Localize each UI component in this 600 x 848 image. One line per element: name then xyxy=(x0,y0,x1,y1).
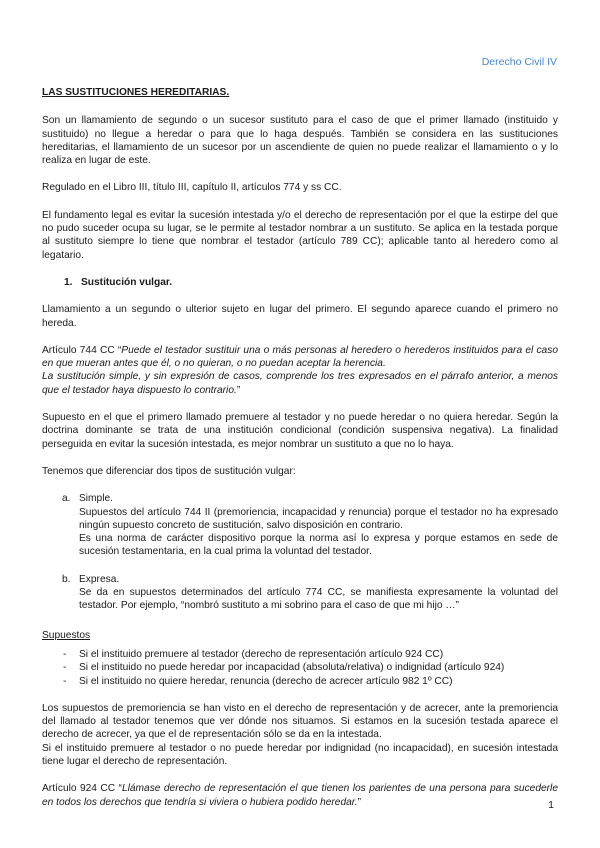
paragraph-premoriencia-block xyxy=(42,702,558,768)
list-dash: - xyxy=(63,648,67,660)
list-dash: - xyxy=(63,662,67,674)
list-item xyxy=(42,675,558,688)
paragraph-definition: Son un llamamiento de segundo o un sucesor sustituto para el caso de que el primer llamado (instituido y sustituido) no llegue a heredar o para que lo haga después. También se considera en las sustituciones hereditarias, el llamamiento de un sucesor por un ascendiente de quien no puede realizar el llamamiento o y lo realiza en lugar de este. xyxy=(42,115,558,167)
section-title: Sustitución vulgar. xyxy=(81,276,173,288)
paragraph-foundation: El fundamento legal es evitar la sucesión intestada y/o el derecho de representación por el que la estirpe del que no pudo suceder ocupa su lugar, se le permite al testador nombrar a un sustituto. Se aplica en la testada porque al sustituto siempre lo tiene que nombrar el testador (artículo 789 CC); aplicable tanto al heredero como al legatario. xyxy=(42,209,558,261)
supuestos-list xyxy=(42,648,558,688)
section-number: 1. xyxy=(64,276,73,288)
paragraph-regulation: Regulado en el Libro III, título III, capítulo II, artículos 774 y ss CC. xyxy=(42,182,342,194)
list-item xyxy=(42,648,558,661)
list-item-text: Si el instituido no puede heredar por incapacidad (absoluta/relativa) o indignidad (artículo 924) xyxy=(79,662,505,674)
type-name: Simple. xyxy=(79,493,113,505)
list-dash: - xyxy=(63,675,67,687)
section-heading-vulgar xyxy=(64,276,558,289)
page-number: 1 xyxy=(548,799,554,811)
quote-article-744 xyxy=(42,344,558,397)
quote-text: Puede el testador sustituir una o más personas al heredero o herederos instituidos para el caso en que mueran antes que él, o no quieran, o no puedan aceptar la herencia. xyxy=(42,344,558,370)
document-body xyxy=(42,86,558,823)
list-letter: b. xyxy=(62,573,71,585)
paragraph-vulgar-intro: Llamamiento a un segundo o ulterior sujeto en lugar del primero. El segundo aparece cuando el primero no hereda. xyxy=(42,304,558,329)
list-item-text: Si el instituido no quiere heredar, renuncia (derecho de acrecer artículo 982 1º CC) xyxy=(79,675,453,687)
list-item-text: Si el instituido premuere al testador (derecho de representación artículo 924 CC) xyxy=(79,648,444,660)
supuestos-heading: Supuestos xyxy=(42,629,91,641)
paragraph-vulgar-explanation: Supuesto en el que el primero llamado premuere al testador y no puede heredar o no quiera heredar. Según la doctrina dominante se trata de una institución condicional (condición suspensiva negativa). La finalidad perseguida en evitar la sucesión intestada, es mejor nombrar un sustituto a que no lo haya. xyxy=(42,412,558,450)
types-list xyxy=(42,492,558,612)
type-name: Expresa. xyxy=(79,573,120,585)
type-description: Supuestos del artículo 744 II (premoriencia, incapacidad y renuncia) porque el testador no ha expresado ningún supuesto concreto de sustitución, salvo disposición en contrario. xyxy=(79,506,558,531)
quote-lead: Artículo 744 CC “ xyxy=(42,344,122,356)
type-description: Es una norma de carácter dispositivo porque la norma así lo expresa y porque estamos en sede de sucesión testamentaria, en la cual prima la voluntad del testador. xyxy=(79,533,558,558)
paragraph-types-intro: Tenemos que diferenciar dos tipos de sustitución vulgar: xyxy=(42,465,296,477)
quote-article-924 xyxy=(42,782,558,809)
list-item xyxy=(42,573,558,613)
paragraph-premoriencia: Los supuestos de premoriencia se han visto en el derecho de representación y de acrecer, ante la premoriencia del llamado al testador tenemos que ver dónde nos situamos. Si estamos en la sucesión testada aparece el derecho de acrecer, ya que el de representación sólo se da en la intestada. xyxy=(42,702,558,741)
running-header: Derecho Civil IV xyxy=(481,56,557,68)
list-item xyxy=(42,661,558,674)
quote-text: Llámase derecho de representación el que tienen los parientes de una persona para sucederle en todos los derechos que tendría si viviera o hubiera podido heredar. xyxy=(42,783,558,808)
quote-text-2: La sustitución simple, y sin expresión de casos, comprende los tres expresados en el párrafo anterior, a menos que el testador haya dispuesto lo contrario. xyxy=(42,371,558,396)
quote-close: ” xyxy=(357,796,362,808)
type-description: Se da en supuestos determinados del artículo 774 CC, se manifiesta expresamente la voluntad del testador. Por ejemplo, “nombró sustituto a mi sobrino para el caso de que mi hijo …” xyxy=(79,587,558,612)
list-item xyxy=(42,492,558,558)
quote-lead: Artículo 924 CC “ xyxy=(42,783,122,795)
paragraph-representation: Si el instituido premuere al testador o no puede heredar por indignidad (no incapacidad), en sucesión intestada tiene lugar el derecho de representación. xyxy=(42,742,558,767)
list-letter: a. xyxy=(62,493,71,505)
quote-close: ” xyxy=(236,384,241,396)
document-title: LAS SUSTITUCIONES HEREDITARIAS. xyxy=(42,87,230,98)
